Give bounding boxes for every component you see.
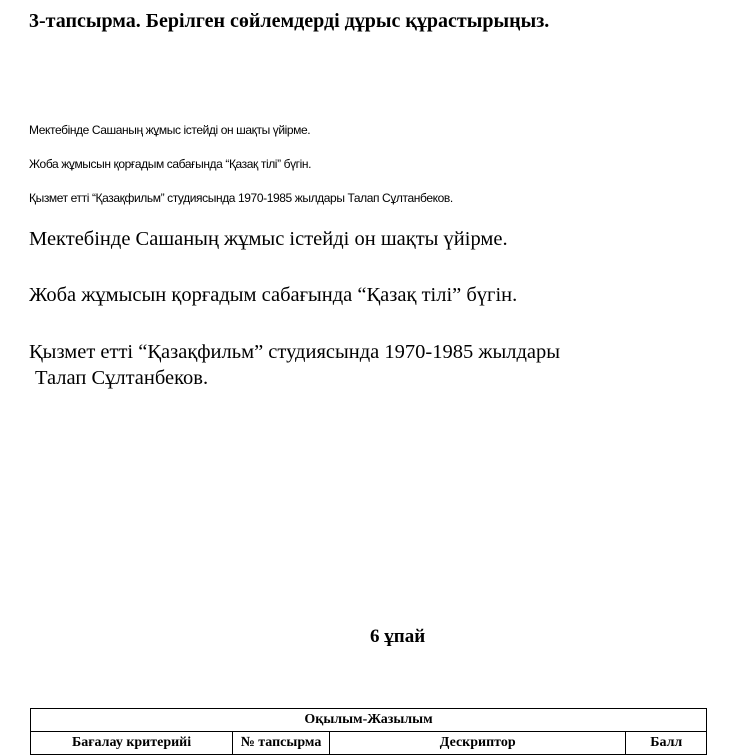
- large-sentence-3-line-1: Қызмет етті “Қазақфильм” студиясында 1970-1985 жылдары: [29, 341, 561, 363]
- large-sentence-2-text: Жоба жұмысын қорғадым сабағында “Қазақ тілі” бүгін.: [29, 284, 518, 306]
- task-title: 3-тапсырма. Берілген сөйлемдерді дұрыс құрастырыңыз.: [29, 10, 550, 32]
- points-label: 6 ұпай: [370, 626, 426, 647]
- rubric-title-row: [31, 709, 707, 732]
- rubric-header-criterion: Бағалау критерийі: [31, 732, 233, 755]
- small-sentence-2: Жоба жұмысын қорғадым сабағында “Қазақ тілі” бүгін.: [29, 157, 312, 171]
- rubric-header-score: Балл: [626, 732, 707, 755]
- large-sentence-1: [29, 226, 508, 252]
- large-sentence-2: [29, 282, 517, 308]
- rubric-header-descriptor: Дескриптор: [329, 732, 626, 755]
- large-sentence-3: [29, 339, 560, 391]
- small-sentence-1: Мектебінде Сашаның жұмыс істейді он шақты үйірме.: [29, 123, 311, 137]
- rubric-header-row: [31, 732, 707, 755]
- large-sentence-3-line-2: Талап Сұлтанбеков.: [35, 367, 209, 389]
- rubric-header-task-number: № тапсырма: [233, 732, 330, 755]
- rubric-section-title: Оқылым-Жазылым: [31, 709, 707, 732]
- rubric-table: [30, 708, 707, 755]
- large-sentence-1-text: Мектебінде Сашаның жұмыс істейді он шақты үйірме.: [29, 228, 508, 250]
- small-sentence-3: Қызмет етті “Қазақфильм” студиясында 1970-1985 жылдары Талап Сұлтанбеков.: [29, 191, 453, 205]
